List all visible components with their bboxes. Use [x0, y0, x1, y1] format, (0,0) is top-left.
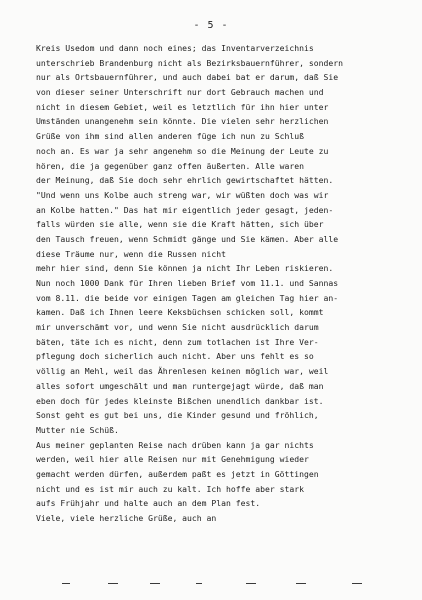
text-line: mehr hier sind, denn Sie können ja nicht Ihr Leben riskieren.	[36, 263, 334, 274]
text-line: Mutter nie Schüß.	[36, 424, 119, 435]
text-line: gemacht werden dürfen, außerdem paßt es jetzt in Göttingen	[36, 468, 319, 479]
text-line: hören, die ja gegenüber ganz offen äußerten. Alle waren	[36, 160, 305, 171]
page-number: - 5 -	[193, 20, 229, 31]
text-line: bäten, täte ich es nicht, denn zum totlachen ist Ihre Ver-	[36, 336, 319, 347]
text-line: nur als Ortsbauernführer, und auch dabei bat er darum, daß Sie	[36, 72, 339, 83]
text-line: pflegung doch sicherlich auch nicht. Aber uns fehlt es so	[36, 351, 314, 362]
scan-mark	[246, 583, 256, 584]
text-line: den Tausch freuen, wenn Schmidt gänge und Sie kämen. Aber alle	[36, 233, 339, 244]
text-line: aufs Frühjahr und halte auch an dem Plan fest.	[36, 498, 261, 509]
text-line: an Kolbe hatten." Das hat mir eigentlich jeder gesagt, jeden-	[36, 204, 334, 215]
text-line: von dieser seiner Unterschrift nur dort Gebrauch machen und	[36, 87, 324, 98]
text-line: "Und wenn uns Kolbe auch streng war, wir wüßten doch was wir	[36, 189, 329, 200]
text-line: Kreis Usedom und dann noch eines; das Inventarverzeichnis	[36, 43, 314, 53]
text-line: Grüße von ihm sind allen anderen füge ich nun zu Schluß	[36, 131, 305, 142]
scan-mark	[62, 583, 70, 584]
letter-body	[36, 41, 396, 526]
scan-mark	[196, 583, 202, 584]
text-line: Umständen unangenehm sein könnte. Die vielen sehr herzlichen	[36, 116, 329, 127]
scan-mark	[296, 583, 306, 584]
text-line: werden, weil hier alle Reisen nur mit Genehmigung wieder	[36, 454, 309, 465]
scan-mark	[150, 583, 160, 584]
text-line: diese Träume nur, wenn die Russen nicht	[36, 248, 227, 259]
text-line: alles sofort umgeschält und man runtergejagt würde, daß man	[36, 380, 324, 391]
text-line: kamen. Daß ich Ihnen leere Keksbüchsen schicken soll, kommt	[36, 307, 324, 318]
text-line: völlig an Mehl, weil das Ährenlesen keinen möglich war, weil	[36, 366, 329, 377]
text-line: Nun noch 1000 Dank für Ihren lieben Brief vom 11.1. und Sannas	[36, 278, 339, 288]
scan-edge-marks	[0, 583, 422, 589]
text-line: nicht in diesem Gebiet, weil es letztlich für ihn hier unter	[36, 101, 329, 112]
text-line: der Meinung, daß Sie doch sehr ehrlich gewirtschaftet hätten.	[36, 175, 334, 186]
text-line: mir unverschämt vor, und wenn Sie nicht ausdrücklich darum	[36, 322, 319, 333]
text-line: Aus meiner geplanten Reise nach drüben kann ja gar nichts	[36, 439, 314, 450]
text-line: falls würden sie alle, wenn sie die Kraft hätten, sich über	[36, 219, 324, 230]
text-line: vom 8.11. die beide vor einigen Tagen am gleichen Tag hier an-	[36, 292, 339, 303]
text-line: eben doch für jedes kleinste Bißchen unendlich dankbar ist.	[36, 395, 324, 406]
text-line: noch an. Es war ja sehr angenehm so die Meinung der Leute zu	[36, 145, 329, 156]
scan-mark	[108, 583, 118, 584]
text-line: Sonst geht es gut bei uns, die Kinder gesund und fröhlich,	[36, 410, 319, 421]
text-line: Viele, viele herzliche Grüße, auch an	[36, 513, 217, 523]
text-line: nicht und es ist mir auch zu kalt. Ich hoffe aber stark	[36, 483, 305, 494]
scan-mark	[352, 583, 362, 584]
text-line: unterschrieb Brandenburg nicht als Bezirksbauernführer, sondern	[36, 57, 343, 68]
